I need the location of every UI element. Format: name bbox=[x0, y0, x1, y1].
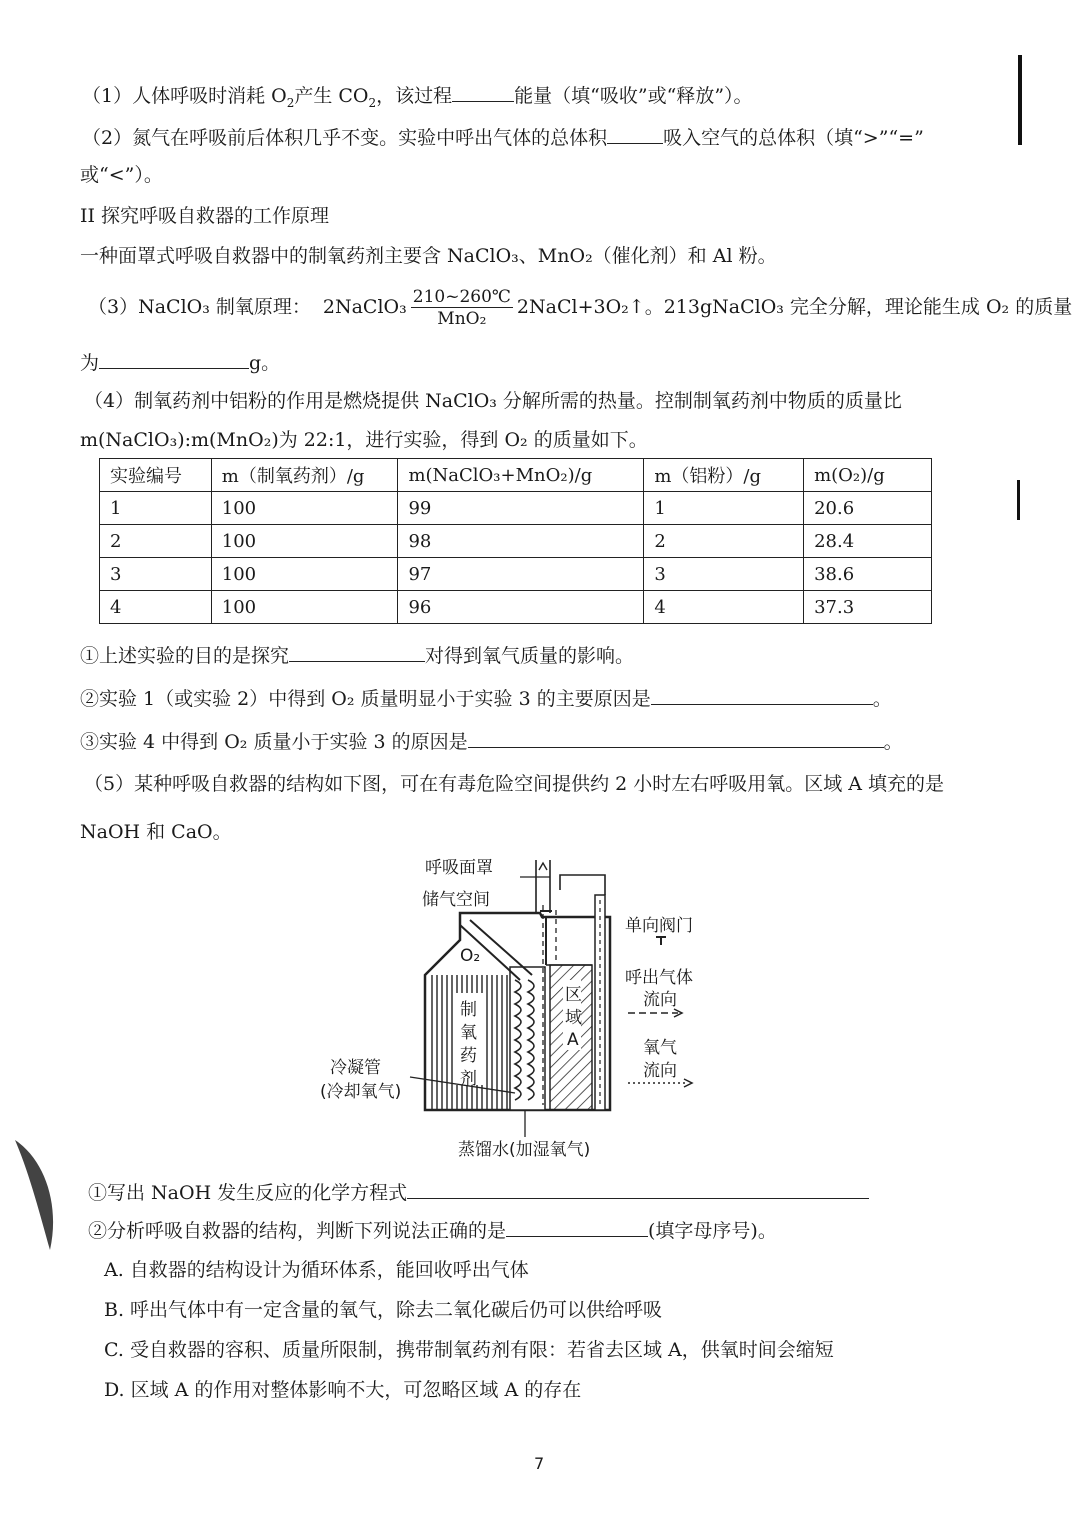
table-header: m（铝粉）/g bbox=[644, 459, 804, 492]
question-2-line2: 或“<”）。 bbox=[80, 164, 163, 186]
q1-text-b: 产生 CO bbox=[294, 85, 369, 107]
label-oxygen: 氧气 bbox=[643, 1038, 677, 1058]
q2-text-a: （2）氮气在呼吸前后体积几乎不变。实验中呼出气体的总体积 bbox=[82, 127, 608, 149]
sub3-post: 。 bbox=[883, 731, 903, 753]
table-row bbox=[100, 591, 932, 624]
label-agent-char: 剂 bbox=[460, 1069, 477, 1089]
q1-answer-blank[interactable] bbox=[452, 83, 514, 102]
sub2-answer-blank[interactable] bbox=[651, 686, 873, 705]
question-5-line2: NaOH 和 CaO。 bbox=[80, 821, 232, 843]
q3-reactant: 2NaClO₃ bbox=[322, 296, 407, 318]
question-2-line1 bbox=[82, 125, 924, 150]
table-header: 实验编号 bbox=[100, 459, 212, 492]
question-5-line1: （5）某种呼吸自救器的结构如下图，可在有毒危险空间提供约 2 小时左右呼吸用氧。区域 A 填充的是 bbox=[84, 773, 945, 795]
table-row bbox=[100, 525, 932, 558]
table-cell: 100 bbox=[211, 492, 398, 525]
q3-line2-post: g。 bbox=[249, 352, 281, 374]
reaction-condition bbox=[411, 287, 513, 330]
table-header: m(NaClO₃+MnO₂)/g bbox=[398, 459, 644, 492]
q1-text-a: （1）人体呼吸时消耗 O bbox=[82, 85, 287, 107]
table-cell: 1 bbox=[644, 492, 804, 525]
label-exhale-direction: 流向 bbox=[643, 990, 677, 1010]
question-4-line2: m(NaClO₃):m(MnO₂)为 22:1，进行实验，得到 O₂ 的质量如下。 bbox=[80, 429, 648, 451]
table-cell: 100 bbox=[211, 558, 398, 591]
label-condenser: 冷凝管 bbox=[330, 1058, 381, 1078]
q5-sub1-answer-blank[interactable] bbox=[407, 1180, 869, 1199]
sub1-pre: ①上述实验的目的是探究 bbox=[80, 645, 290, 667]
label-region-char: 域 bbox=[565, 1008, 582, 1028]
table-row bbox=[100, 492, 932, 525]
option-a[interactable]: A. 自救器的结构设计为循环体系，能回收呼出气体 bbox=[104, 1259, 529, 1281]
table-cell: 4 bbox=[644, 591, 804, 624]
q4-sub3 bbox=[80, 729, 903, 754]
label-storage: 储气空间 bbox=[422, 890, 490, 910]
q4-sub2 bbox=[80, 686, 892, 711]
option-c[interactable]: C. 受自救器的容积、质量所限制，携带制氧药剂有限：若省去区域 A，供氧时间会缩短 bbox=[104, 1339, 834, 1361]
table-header-row bbox=[100, 459, 932, 492]
question-3-line1 bbox=[88, 284, 1072, 330]
table-cell: 38.6 bbox=[804, 558, 932, 591]
table-cell: 3 bbox=[100, 558, 212, 591]
table-cell: 2 bbox=[644, 525, 804, 558]
label-agent-char: 制 bbox=[460, 1000, 477, 1020]
table-cell: 98 bbox=[398, 525, 644, 558]
table-cell: 100 bbox=[211, 591, 398, 624]
q2-answer-blank[interactable] bbox=[607, 125, 663, 144]
sub2-post: 。 bbox=[872, 688, 892, 710]
q1-text-c: ，该过程 bbox=[376, 85, 453, 107]
q1-co2-subscript: 2 bbox=[368, 95, 377, 110]
scan-edge-mark bbox=[1018, 55, 1022, 145]
q5-sub2-pre: ②分析呼吸自救器的结构，判断下列说法正确的是 bbox=[88, 1220, 507, 1242]
label-oxygen-direction: 流向 bbox=[643, 1061, 677, 1081]
q1-text-d: 能量（填“吸收”或“释放”）。 bbox=[514, 85, 753, 107]
table-header: m（制氧药剂）/g bbox=[211, 459, 398, 492]
breathing-apparatus-diagram bbox=[310, 855, 730, 1165]
q5-sub1 bbox=[88, 1180, 869, 1205]
sub2-pre: ②实验 1（或实验 2）中得到 O₂ 质量明显小于实验 3 的主要原因是 bbox=[80, 688, 651, 710]
label-agent-char: 氧 bbox=[460, 1023, 477, 1043]
label-o2: O₂ bbox=[460, 946, 481, 966]
sub3-pre: ③实验 4 中得到 O₂ 质量小于实验 3 的原因是 bbox=[80, 731, 468, 753]
q5-sub2 bbox=[88, 1218, 777, 1243]
label-valve: 单向阀门 bbox=[625, 916, 693, 936]
q1-o2-subscript: 2 bbox=[286, 95, 295, 110]
label-agent-char: 药 bbox=[460, 1046, 477, 1066]
table-cell: 37.3 bbox=[804, 591, 932, 624]
experiment-table bbox=[99, 458, 932, 624]
label-water: 蒸馏水(加湿氧气) bbox=[458, 1140, 591, 1160]
table-cell: 99 bbox=[398, 492, 644, 525]
option-b[interactable]: B. 呼出气体中有一定含量的氧气，除去二氧化碳后仍可以供给呼吸 bbox=[104, 1299, 663, 1321]
table-cell: 3 bbox=[644, 558, 804, 591]
section-heading: II 探究呼吸自救器的工作原理 bbox=[80, 205, 330, 227]
table-header: m(O₂)/g bbox=[804, 459, 932, 492]
label-region-char: A bbox=[567, 1030, 579, 1050]
q3-answer-blank[interactable] bbox=[99, 350, 249, 369]
sub1-answer-blank[interactable] bbox=[289, 643, 425, 662]
q3-label: （3）NaClO₃ 制氧原理： bbox=[88, 296, 311, 318]
condition-catalyst: MnO₂ bbox=[437, 308, 487, 329]
q5-sub2-post: (填字母序号)。 bbox=[648, 1220, 777, 1242]
label-region-char: 区 bbox=[565, 985, 582, 1005]
table-cell: 4 bbox=[100, 591, 212, 624]
table-cell: 20.6 bbox=[804, 492, 932, 525]
label-mask: 呼吸面罩 bbox=[425, 858, 493, 878]
q3-line2-pre: 为 bbox=[80, 352, 100, 374]
option-d[interactable]: D. 区域 A 的作用对整体影响不大，可忽略区域 A 的存在 bbox=[104, 1379, 582, 1401]
intro-text: 一种面罩式呼吸自救器中的制氧药剂主要含 NaClO₃、MnO₂（催化剂）和 Al 粉。 bbox=[80, 245, 777, 267]
sub3-answer-blank[interactable] bbox=[468, 729, 884, 748]
label-condenser-note: (冷却氧气) bbox=[320, 1082, 402, 1102]
scan-edge-mark bbox=[1017, 480, 1020, 520]
condition-temperature: 210~260℃ bbox=[412, 286, 511, 307]
table-cell: 97 bbox=[398, 558, 644, 591]
table-row bbox=[100, 558, 932, 591]
page-number: 7 bbox=[534, 1454, 545, 1473]
question-1 bbox=[82, 83, 753, 115]
table-cell: 96 bbox=[398, 591, 644, 624]
q2-text-b: 吸入空气的总体积（填“>”“=” bbox=[663, 127, 924, 149]
q3-product: 2NaCl+3O₂↑。213gNaClO₃ 完全分解，理论能生成 O₂ 的质量 bbox=[516, 296, 1073, 318]
scan-shadow bbox=[10, 1135, 70, 1255]
sub1-post: 对得到氧气质量的影响。 bbox=[425, 645, 635, 667]
q4-sub1 bbox=[80, 643, 634, 668]
question-3-line2 bbox=[80, 350, 280, 375]
table-cell: 2 bbox=[100, 525, 212, 558]
q5-sub2-answer-blank[interactable] bbox=[506, 1218, 648, 1237]
table-cell: 100 bbox=[211, 525, 398, 558]
table-cell: 28.4 bbox=[804, 525, 932, 558]
question-4-line1: （4）制氧药剂中铝粉的作用是燃烧提供 NaClO₃ 分解所需的热量。控制制氧药剂中物质的质量比 bbox=[84, 390, 902, 412]
label-exhale: 呼出气体 bbox=[625, 968, 693, 988]
table-cell: 1 bbox=[100, 492, 212, 525]
q5-sub1-text: ①写出 NaOH 发生反应的化学方程式 bbox=[88, 1182, 408, 1204]
